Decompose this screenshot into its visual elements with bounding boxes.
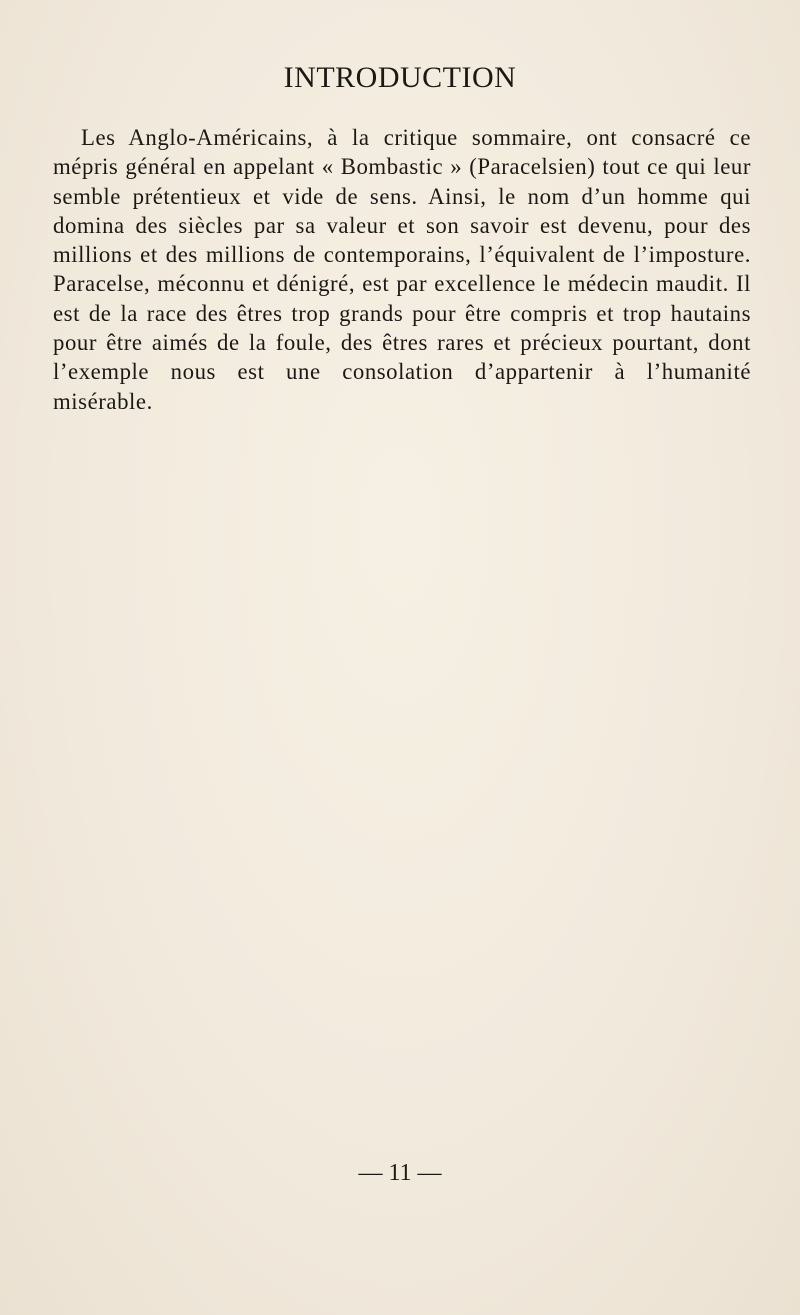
paragraph: Les Anglo-Américains, à la critique sommaire, ont consacré ce mépris général en appelant « Bombastic » (Paracelsien) tout ce qui leur semble prétentieux et vide de sens. Ainsi, le nom d’un homme qui domina des siècles par sa valeur et son savoir est devenu, pour des millions et des millions de contemporains, l’équivalent de l’imposture. Paracelse, méconnu et dénigré, est par excellence le médecin maudit. Il est de la race des êtres trop grands pour être compris et trop hautains pour être aimés de la foule, des êtres rares et précieux pourtant, dont l’exemple nous est une consolation d’appartenir à l’humanité misérable. (53, 125, 751, 414)
page-number: — 11 — (358, 1160, 442, 1186)
running-head: INTRODUCTION (283, 61, 517, 94)
body-text (53, 123, 751, 416)
